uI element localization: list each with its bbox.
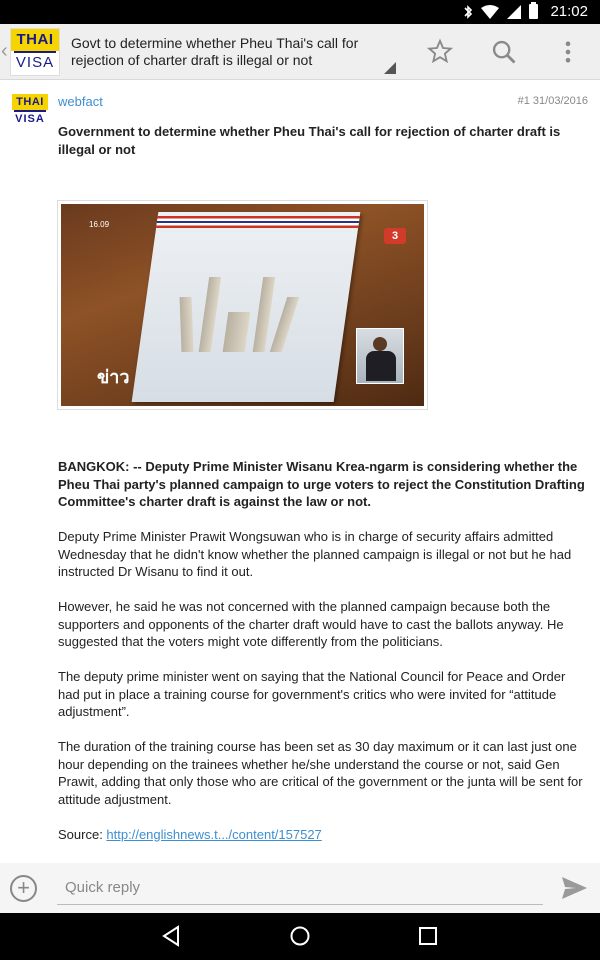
status-bar — [0, 0, 600, 24]
sign-language-interpreter — [356, 328, 404, 384]
post-body — [58, 458, 586, 861]
topic-title[interactable]: Govt to determine whether Pheu Thai's call for rejection of charter draft is illegal or not — [71, 35, 359, 68]
post-paragraph: However, he said he was not concerned with the planned campaign because both the supporters and opponents of the charter draft would have to cast the ballots anyway. He suggested that the voters might vote differently from the politicians. — [58, 599, 564, 649]
post-title: Government to determine whether Pheu Thai's call for rejection of charter draft is illegal or not — [58, 124, 561, 157]
post-paragraph: Deputy Prime Minister Prawit Wongsuwan who is in charge of security affairs admitted Wednesday that he didn't know whether the planned campaign is illegal or not but he had instructed Dr Wisanu to find it out. — [58, 529, 572, 579]
bluetooth-icon — [463, 4, 473, 20]
status-time: 21:02 — [550, 3, 588, 20]
post-meta: #1 31/03/2016 — [517, 95, 588, 107]
signal-icon — [507, 5, 521, 19]
charter-book-illustration — [132, 212, 361, 402]
add-attachment-icon[interactable]: + — [10, 875, 37, 902]
title-dropdown-icon[interactable] — [384, 62, 396, 74]
post-paragraph: BANGKOK: -- Deputy Prime Minister Wisanu Krea-ngarm is considering whether the Pheu Thai party's planned campaign to urge voters to reject the Constitution Drafting Committee's charter draft is against the law or not. — [58, 459, 585, 509]
home-icon[interactable] — [288, 924, 312, 948]
app-bar — [0, 24, 600, 80]
wifi-icon — [481, 5, 499, 19]
quick-reply-input[interactable] — [57, 871, 543, 905]
system-nav-bar — [0, 913, 600, 960]
photo-timecode: 16.09 — [89, 220, 110, 229]
author-avatar[interactable]: THAI VISA — [12, 94, 48, 130]
overflow-menu-icon[interactable] — [554, 38, 582, 66]
news-photo — [61, 204, 424, 406]
star-icon[interactable] — [426, 38, 454, 66]
source-label: Source: — [58, 826, 107, 842]
post-author[interactable]: webfact — [58, 94, 103, 109]
quick-reply-bar — [0, 863, 600, 913]
channel-logo: 3 — [384, 228, 406, 244]
post-paragraph: The duration of the training course has been set as 30 day maximum or it can last just one hour depending on the trainees whether he/she understand the course or not, said Gen Prawit, adding that only those who are critical of the government or the junta will be sent for attitude adjustment. — [58, 739, 583, 807]
search-icon[interactable] — [490, 38, 518, 66]
app-logo[interactable]: THAI VISA — [10, 28, 60, 76]
battery-icon — [529, 4, 538, 19]
source-link[interactable]: http://englishnews.t.../content/157527 — [106, 826, 322, 842]
post-paragraph: The deputy prime minister went on saying that the National Council for Peace and Order had put in place a training course for government's critics who were invited for “attitude adjustment”. — [58, 669, 566, 719]
news-caption: ข่าว — [97, 367, 130, 387]
post-content — [0, 81, 600, 863]
recents-icon[interactable] — [416, 924, 440, 948]
send-icon[interactable] — [560, 875, 588, 901]
back-chevron-icon[interactable]: ‹ — [1, 40, 8, 62]
back-icon[interactable] — [160, 924, 184, 948]
post-image[interactable] — [57, 200, 428, 410]
source-line — [58, 826, 586, 844]
